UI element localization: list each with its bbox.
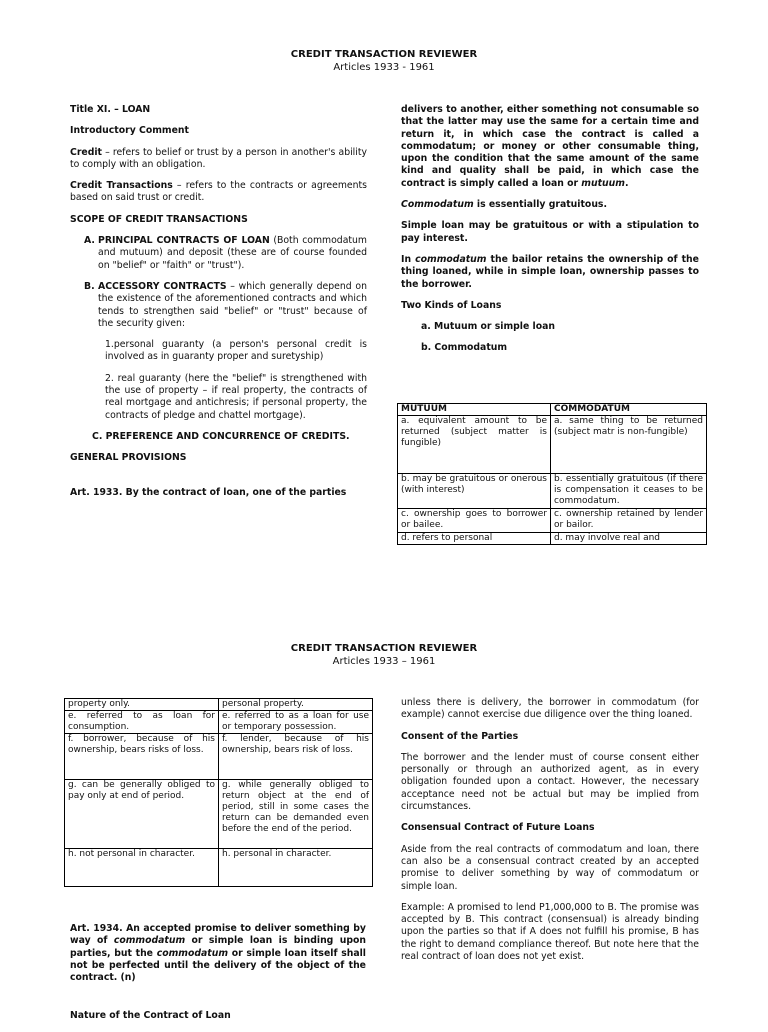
table-cell: a. equivalent amount to be returned (subject matter is fungible) [398,416,551,474]
document-subtitle: Articles 1933 – 1961 [332,656,436,667]
header-commodatum: COMMODATUM [551,404,707,416]
kind-mutuum: a. Mutuum or simple loan [421,321,555,333]
principal-contracts-item: A. PRINCIPAL CONTRACTS OF LOAN (Both commodatum and mutuum) and deposit (these are of course founded on "belief" or "faith" or "trust"). [84,235,367,271]
table-header-row [398,404,707,416]
accessory-contracts-item: B. ACCESSORY CONTRACTS – which generally depend on the existence of the aforementioned contracts and which tends to strengthen said "belief" or "trust" because of the security given: [84,280,367,329]
art-1933-start: Art. 1933. By the contract of loan, one of the parties [70,486,347,498]
table-cell: f. lender, because of his ownership, bears risk of loss. [219,734,373,780]
art-1933-continued: delivers to another, either something not consumable so that the latter may use the same for a certain time and return it, in which case the contract is called a commodatum; or money or other consumable thing, upon the condition that the same amount of the same kind and quality shall be paid, in which case the contract is simply called a loan or mutuum. [401,104,699,189]
page-header [0,48,768,74]
table-cell: b. essentially gratuitous (if there is compensation it ceases to be commodatum. [551,474,707,509]
table-cell: d. refers to personal [398,533,551,545]
simple-loan-note: Simple loan may be gratuitous or with a stipulation to pay interest. [401,220,699,244]
document-subtitle: Articles 1933 - 1961 [333,62,435,73]
delivery-note: unless there is delivery, the borrower in commodatum (for example) cannot exercise due diligence over the thing loaned. [401,697,699,721]
table-cell: e. referred to as loan for consumption. [65,711,219,734]
table-cell: c. ownership goes to borrower or bailee. [398,509,551,533]
table-cell: h. not personal in character. [65,849,219,887]
credit-definition: Credit – refers to belief or trust by a person in another's ability to comply with an obligation. [70,146,367,170]
nature-heading: Nature of the Contract of Loan [70,1010,231,1022]
art-1934: Art. 1934. An accepted promise to deliver something by way of commodatum or simple loan is binding upon parties, but the commodatum or simple loan itself shall not be perfected until the delivery of the object of the contract. (n) [70,923,366,984]
right-column [401,697,699,972]
consensual-heading: Consensual Contract of Future Loans [401,822,595,834]
example-text: Example: A promised to lend P1,000,000 to B. The promise was accepted by B. This contract (consensual) is already binding upon the parties so that if A does not fulfill his promise, B has the right to demand compliance thereof. But note here that the real contract of loan does not yet exist. [401,901,699,963]
table-cell: b. may be gratuitous or onerous (with interest) [398,474,551,509]
comparison-table-continued [64,698,373,887]
table-cell: c. ownership retained by lender or bailor. [551,509,707,533]
commodatum-gratuitous: Commodatum is essentially gratuitous. [401,199,607,211]
personal-guaranty: 1.personal guaranty (a person's personal credit is involved as in guaranty proper and suretyship) [105,339,367,363]
document-page-2 [0,598,768,1024]
table-cell: personal property. [219,699,373,711]
table-row [65,849,373,887]
general-provisions-heading: GENERAL PROVISIONS [70,452,187,464]
table-row [65,780,373,849]
scope-heading: SCOPE OF CREDIT TRANSACTIONS [70,213,248,225]
kind-commodatum: b. Commodatum [421,342,508,354]
left-column [70,923,366,1032]
table-cell: property only. [65,699,219,711]
table-row [65,699,373,711]
table-row [65,711,373,734]
consent-heading: Consent of the Parties [401,730,519,742]
document-title: CREDIT TRANSACTION REVIEWER [290,643,478,654]
page-header [0,642,768,668]
table-row [398,509,707,533]
two-kinds-heading: Two Kinds of Loans [401,299,502,311]
left-column [70,104,367,508]
table-row [65,734,373,780]
comparison-table [397,403,707,545]
intro-heading: Introductory Comment [70,125,189,137]
table-row [398,416,707,474]
table-cell: g. can be generally obliged to pay only at end of period. [65,780,219,849]
table-row [398,533,707,545]
table-row [398,474,707,509]
table-cell: f. borrower, because of his ownership, bears risks of loss. [65,734,219,780]
title-heading: Title XI. – LOAN [70,104,151,115]
preference-item: C. PREFERENCE AND CONCURRENCE OF CREDITS. [92,430,350,442]
consensual-text: Aside from the real contracts of commodatum and loan, there can also be a consensual contract created by an accepted promise to deliver something by way of commodatum or simple loan. [401,843,699,892]
credit-transactions-definition: Credit Transactions – refers to the contracts or agreements based on said trust or credit. [70,180,367,204]
real-guaranty: 2. real guaranty (here the "belief" is strengthened with the use of property – if real property, the contracts of real mortgage and antichresis; if personal property, the contracts of pledge and chattel mortgage). [105,372,367,421]
header-mutuum: MUTUUM [398,404,551,416]
table-cell: e. referred to as a loan for use or temporary possession. [219,711,373,734]
ownership-note: In commodatum the bailor retains the ownership of the thing loaned, while in simple loan, ownership passes to the borrower. [401,253,699,290]
table-cell: h. personal in character. [219,849,373,887]
right-column [401,104,699,364]
consent-text: The borrower and the lender must of course consent either personally or through an authorized agent, as in every obligation founded upon a contact. However, the necessary acceptance need not be actual but may be implied from circumstances. [401,751,699,813]
table-cell: d. may involve real and [551,533,707,545]
table-cell: a. same thing to be returned (subject matr is non-fungible) [551,416,707,474]
table-cell: g. while generally obliged to return object at the end of period, still in some cases the return can be demanded even before the end of the period. [219,780,373,849]
document-title: CREDIT TRANSACTION REVIEWER [290,49,478,60]
